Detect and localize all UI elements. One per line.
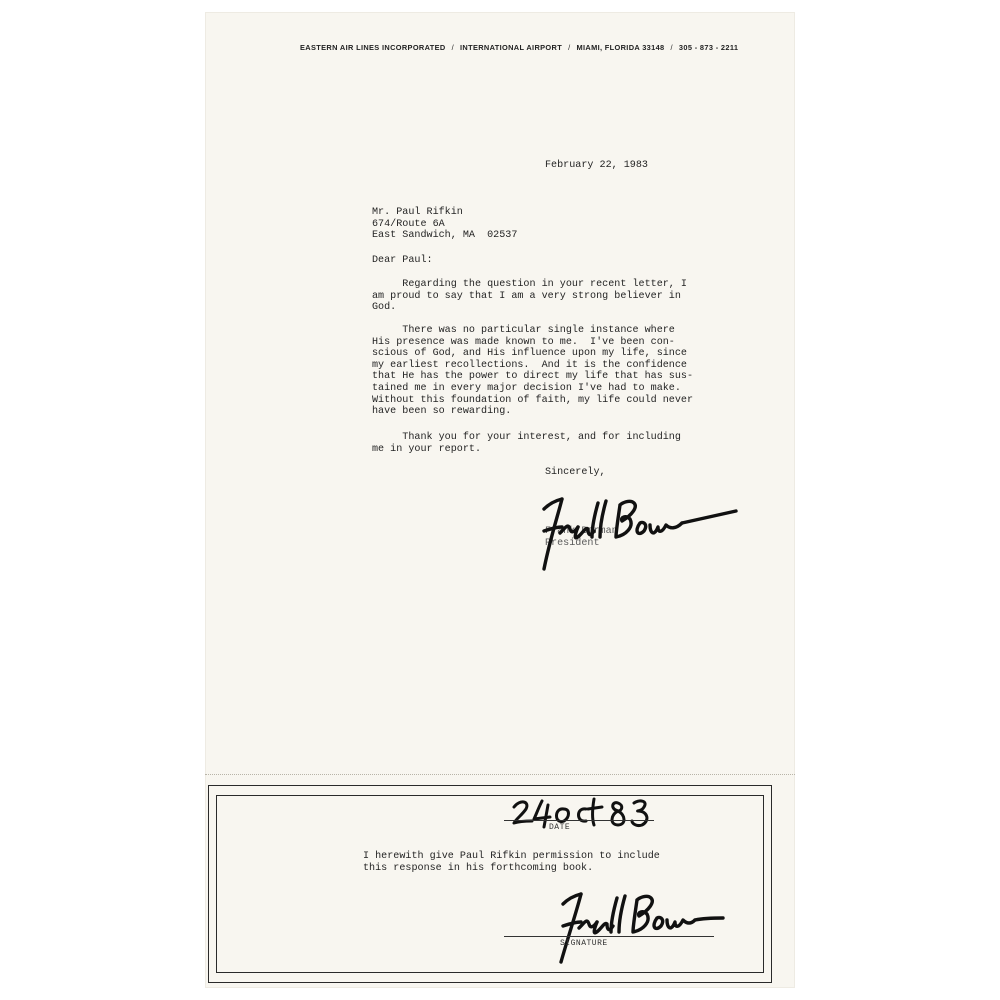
letterhead-city: MIAMI, FLORIDA 33148 xyxy=(576,43,665,52)
signer-name: Frank Borman xyxy=(545,526,618,537)
signature-line xyxy=(504,936,714,937)
closing: Sincerely, xyxy=(545,467,606,478)
tear-line xyxy=(205,774,795,775)
letterhead-company: EASTERN AIR LINES INCORPORATED xyxy=(300,43,446,52)
paragraph-2: There was no particular single instance where His presence was made known to me. I've been con- scious of God, and His influence upon my life, since my earliest recollections. And it is the confidence that He has the power to direct my life that has sus- tained me in every major decision I've had to make. Without this foundation of faith, my life could never have been so rewarding. xyxy=(372,325,694,418)
paragraph-1: Regarding the question in your recent letter, I am proud to say that I am a very strong believer in God. xyxy=(372,279,687,314)
signer-title: President xyxy=(545,537,600,549)
letterhead: EASTERN AIR LINES INCORPORATED / INTERNATIONAL AIRPORT / MIAMI, FLORIDA 33148 / 305 - 873 - 2211 xyxy=(300,43,739,52)
letter-date: February 22, 1983 xyxy=(545,160,648,171)
paragraph-3: Thank you for your interest, and for including me in your report. xyxy=(372,432,681,455)
signature-label: SIGNATURE xyxy=(560,939,608,948)
handwritten-signature xyxy=(540,493,740,571)
handwritten-date xyxy=(510,793,660,835)
date-label: DATE xyxy=(549,823,571,832)
permission-text: I herewith give Paul Rifkin permission to include this response in his forthcoming book. xyxy=(363,851,660,874)
recipient-city: East Sandwich, MA 02537 xyxy=(372,230,518,242)
form-handwritten-signature xyxy=(557,888,727,966)
salutation: Dear Paul: xyxy=(372,255,433,266)
date-line xyxy=(504,820,654,821)
recipient-address xyxy=(372,207,517,242)
recipient-name: Mr. Paul Rifkin xyxy=(372,207,463,218)
letterhead-location: INTERNATIONAL AIRPORT xyxy=(460,43,563,52)
letterhead-phone: 305 - 873 - 2211 xyxy=(678,43,739,52)
recipient-street: 674/Route 6A xyxy=(372,218,445,230)
